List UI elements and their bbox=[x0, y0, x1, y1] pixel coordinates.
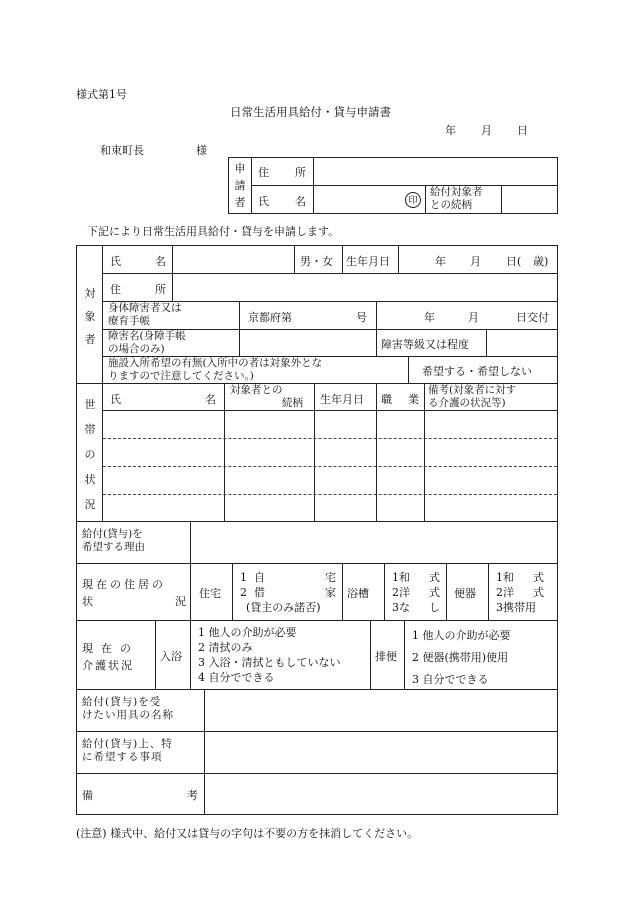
form-title: 日常生活用具給付・貸与申請書 bbox=[230, 105, 391, 119]
facility-label: 施設入所希望の有無(入所中の者は対象外とな りますので注意してください。) bbox=[108, 357, 323, 382]
toilet-label: 便器 bbox=[454, 587, 476, 600]
birth-year: 年 bbox=[435, 255, 446, 268]
sex-field: 男・女 bbox=[300, 255, 333, 268]
care-bath-options: 1 他人の介助が必要 2 清拭のみ 3 入浴・清拭ともしていない 4 自分でできる bbox=[198, 626, 341, 684]
bathtub-option-1: 1和 式 bbox=[392, 571, 440, 584]
disability-label: 障害名(身障手帳 の場合のみ) bbox=[108, 330, 186, 355]
care-bath-label: 入浴 bbox=[160, 650, 182, 663]
addressee-honorific: 様 bbox=[196, 144, 207, 157]
bathtub-option-2: 2洋 式 bbox=[392, 586, 440, 599]
house-option-rent: 2 借 家 bbox=[240, 586, 336, 599]
house-option-own: 1 自 宅 bbox=[240, 571, 336, 584]
relation-label: 給付対象者 との続柄 bbox=[430, 186, 483, 211]
issue-day: 日交付 bbox=[516, 311, 549, 324]
certificate-label: 身体障害者又は 療育手帳 bbox=[108, 302, 182, 327]
residence-label-line2: 状 況 bbox=[82, 595, 186, 608]
care-label-line1: 現在の bbox=[82, 642, 139, 655]
subject-side-label: 対 象 者 bbox=[84, 287, 96, 346]
date-month: 月 bbox=[481, 124, 492, 137]
household-relation-header: 対象者との 続柄 bbox=[230, 384, 303, 409]
residence-label-line1: 現在の住居の bbox=[82, 578, 166, 591]
bathtub-label: 浴槽 bbox=[347, 587, 369, 600]
certificate-number-label: 号 bbox=[356, 311, 367, 324]
birth-month: 月 bbox=[470, 255, 481, 268]
addressee: 和束町長 bbox=[100, 144, 144, 157]
request-label: 給付(貸与)上、特 に希望する事項 bbox=[82, 738, 173, 763]
applicant-name-label: 氏 名 bbox=[258, 195, 306, 208]
household-birth-header: 生年月日 bbox=[320, 393, 364, 406]
equipment-label: 給付(貸与)を受 けたい用具の名称 bbox=[82, 696, 174, 721]
toilet-option-3: 3携帯用 bbox=[496, 601, 536, 614]
facility-value: 希望する・希望しない bbox=[422, 365, 532, 378]
date-year: 年 bbox=[445, 124, 456, 137]
intro-text: 下記により日常生活用具給付・貸与を申請します。 bbox=[87, 225, 340, 238]
care-label-line2: 介護状況 bbox=[82, 659, 134, 672]
prefecture-label: 京都府第 bbox=[248, 311, 292, 324]
issue-month: 月 bbox=[468, 311, 479, 324]
age: 歳) bbox=[533, 255, 549, 268]
house-label: 住宅 bbox=[199, 587, 221, 600]
applicant-address-label: 住 所 bbox=[258, 166, 306, 179]
applicant-side-label: 申 請 者 bbox=[234, 162, 246, 209]
household-name-header: 氏 名 bbox=[110, 393, 216, 406]
care-excretion-options: 1 他人の介助が必要 2 便器(携帯用)使用 3 自分でできる bbox=[412, 629, 511, 686]
bathtub-option-3: 3な し bbox=[392, 601, 440, 614]
subject-name-label: 氏 名 bbox=[110, 255, 166, 268]
issue-year: 年 bbox=[424, 311, 435, 324]
seal-icon: 印 bbox=[405, 192, 421, 208]
household-remarks-header: 備考(対象者に対す る介護の状況等) bbox=[428, 384, 517, 409]
house-note: (貸主のみ諾否) bbox=[246, 601, 321, 614]
toilet-option-2: 2洋 式 bbox=[496, 586, 544, 599]
household-job-header: 職 業 bbox=[381, 393, 419, 406]
footer-note: (注意) 様式中、給付又は貸与の字句は不要の方を抹消してください。 bbox=[76, 827, 419, 840]
subject-address-label: 住 所 bbox=[110, 283, 166, 296]
birth-label: 生年月日 bbox=[346, 255, 390, 268]
date-day: 日 bbox=[517, 124, 528, 137]
household-side-label: 世 帯 の 状 況 bbox=[84, 398, 96, 511]
birth-day: 日( bbox=[506, 255, 522, 268]
reason-label: 給付(貸与)を 希望する理由 bbox=[82, 528, 145, 553]
grade-label: 障害等級又は程度 bbox=[381, 338, 469, 351]
care-excretion-label: 排便 bbox=[375, 650, 397, 663]
form-number: 様式第1号 bbox=[76, 88, 127, 101]
toilet-option-1: 1和 式 bbox=[496, 571, 544, 584]
remarks-label: 備 考 bbox=[82, 789, 198, 802]
